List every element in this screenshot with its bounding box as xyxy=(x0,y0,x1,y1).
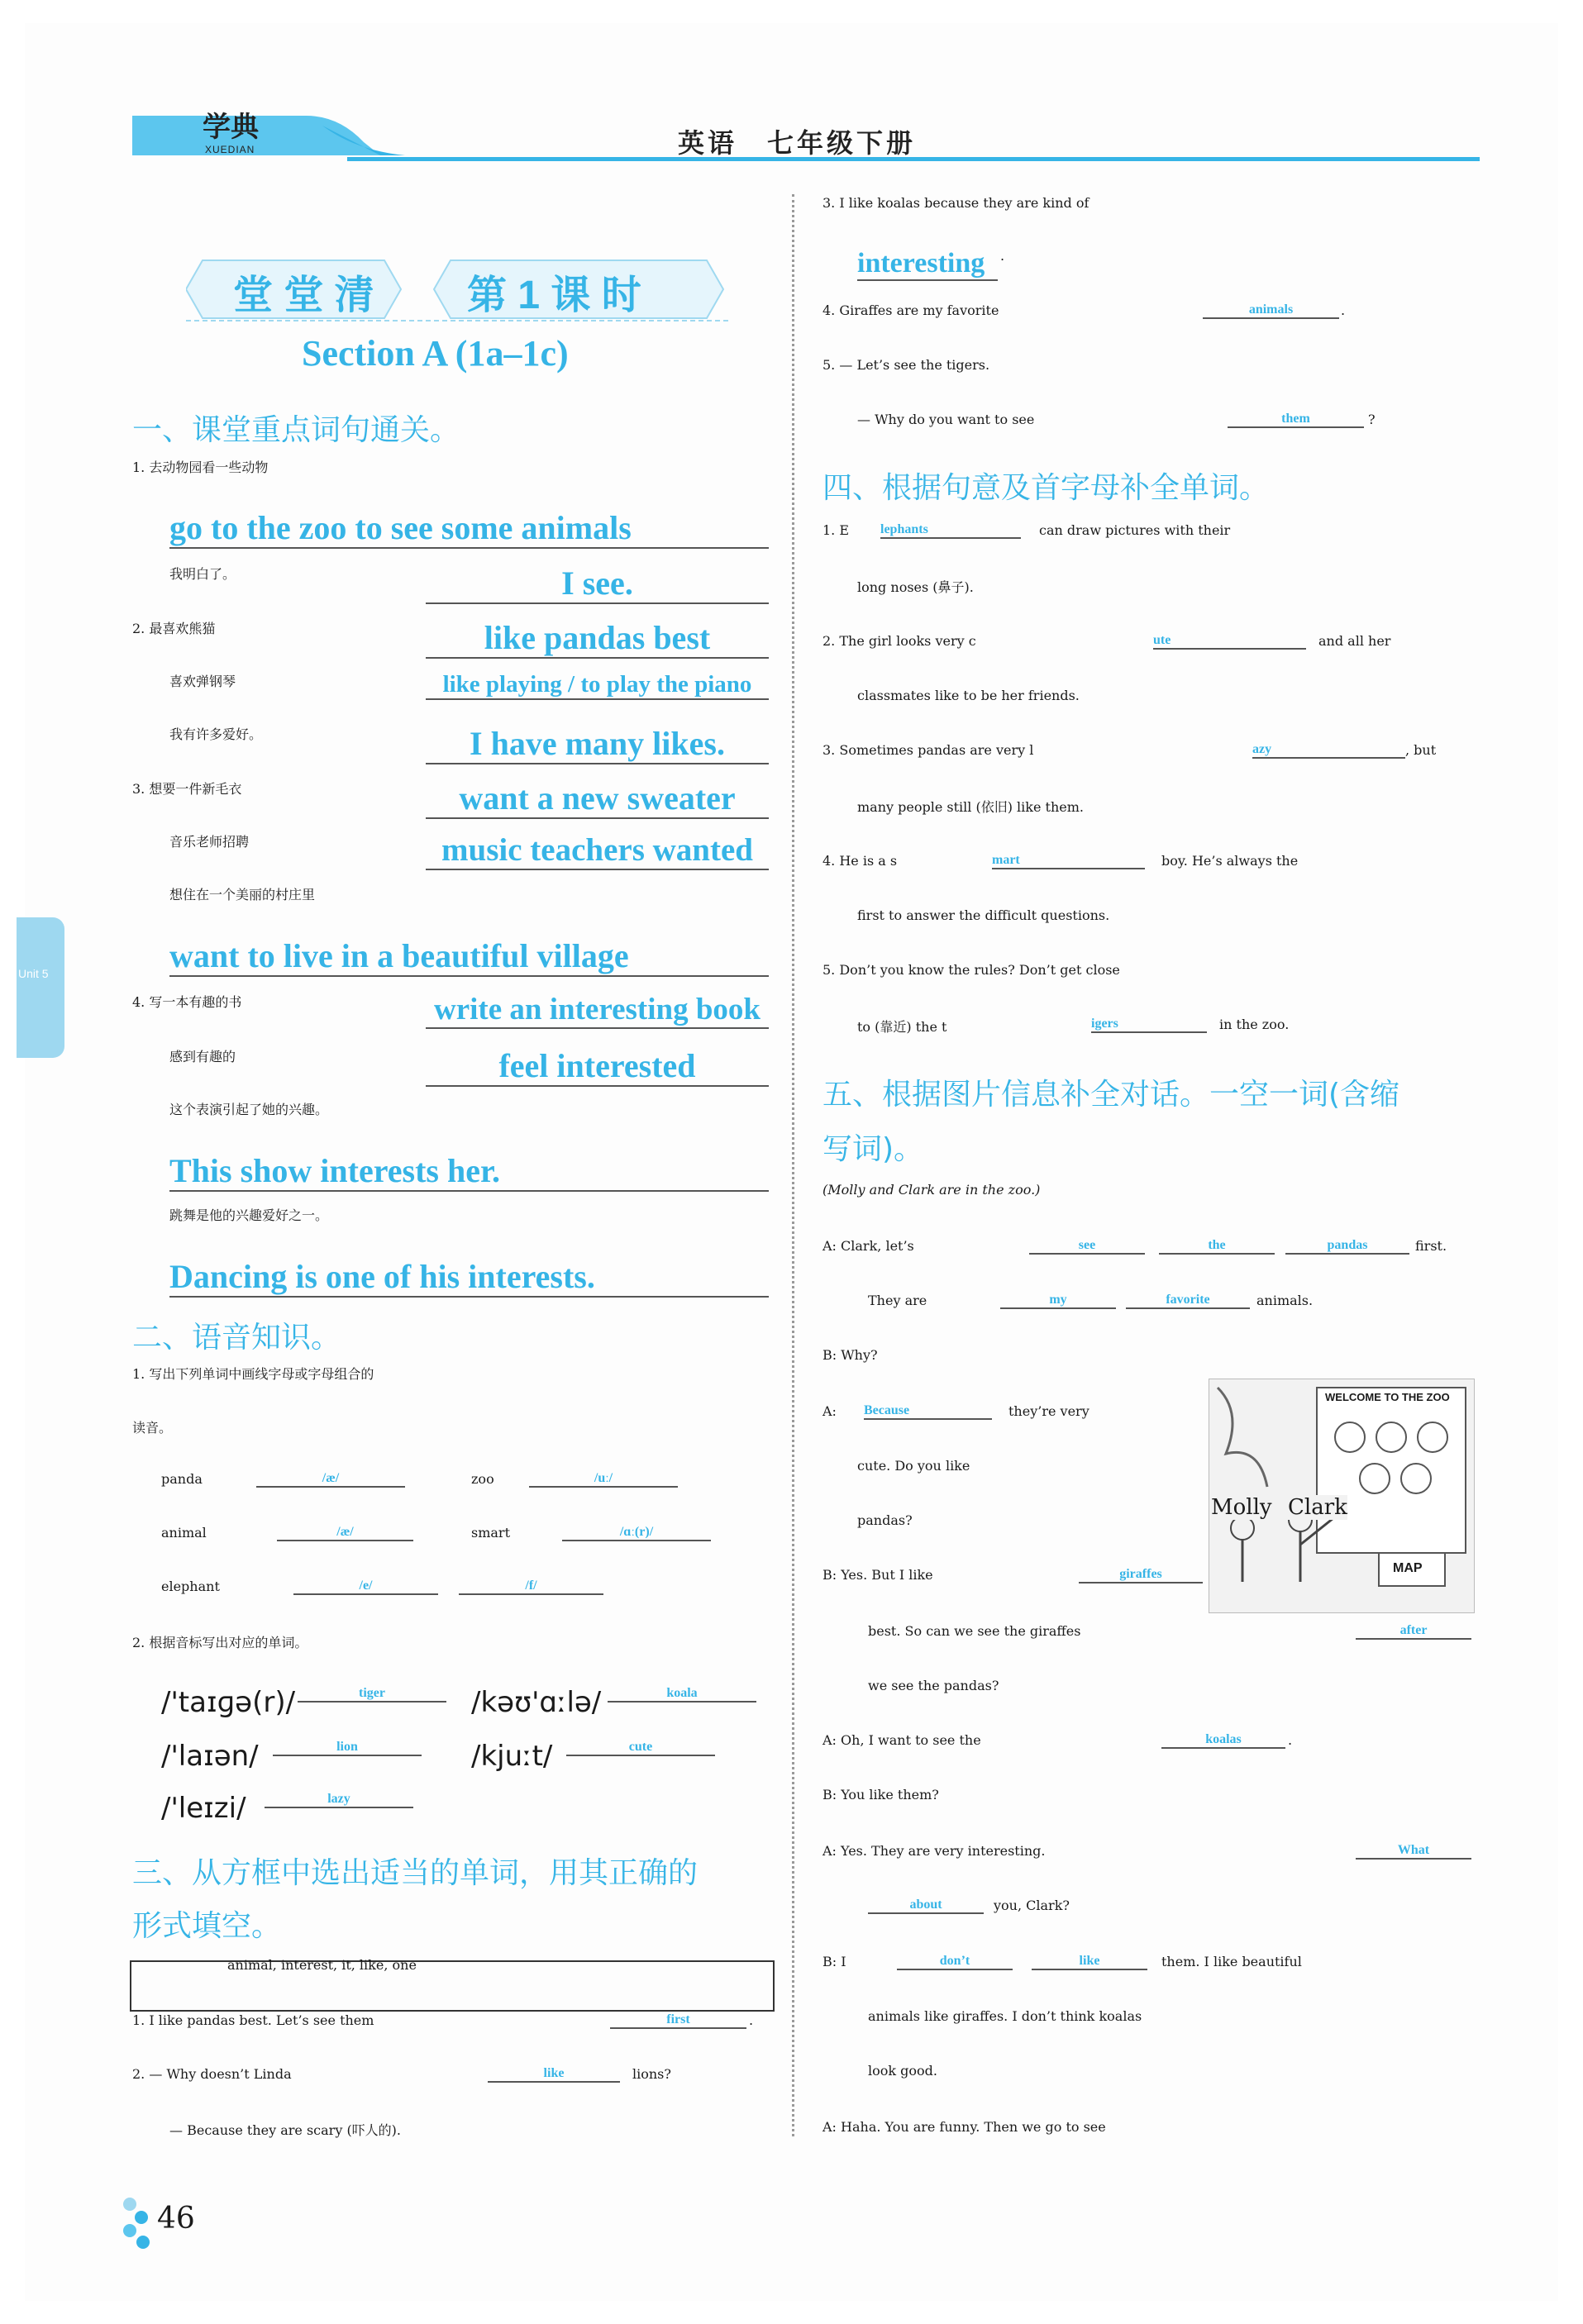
d4c: we see the pandas? xyxy=(868,1678,999,1693)
zoo-sign: WELCOME TO THE ZOO xyxy=(1325,1391,1450,1403)
d8-answer-1: don’t xyxy=(897,1954,1013,1970)
q4c: 这个表演引起了她的兴趣。 xyxy=(169,1102,329,1117)
d7b-answer: about xyxy=(868,1898,984,1914)
part5-title-2: 写词)。 xyxy=(822,1132,924,1166)
part4-title: 四、根据句意及首字母补全单词。 xyxy=(822,471,1270,505)
fill-2: 2. — Why doesn’t Linda xyxy=(132,2066,292,2082)
answer-lazy: lazy xyxy=(265,1792,413,1808)
fill-2b: — Because they are scary (吓人的). xyxy=(169,2122,402,2138)
d5-answer: koalas xyxy=(1161,1732,1285,1749)
c2-answer: ute xyxy=(1153,633,1306,650)
c1-tail: can draw pictures with their xyxy=(1039,522,1231,538)
word-animal: animal xyxy=(161,1525,207,1541)
r3-answer: interesting xyxy=(857,248,998,281)
c1-pre: 1. E xyxy=(822,522,850,538)
p1: 1. 写出下列单词中画线字母或字母组合的 xyxy=(132,1366,374,1382)
word-smart: smart xyxy=(471,1525,510,1541)
q2c-answer: I have many likes. xyxy=(426,724,769,764)
d8c: look good. xyxy=(868,2063,937,2079)
answer-lion: lion xyxy=(273,1740,422,1756)
phonetic-koala: /kəʊ'ɑːlə/ xyxy=(471,1686,602,1719)
banner-title-b: 第 1 课 时 xyxy=(467,274,641,317)
c1b: long noses (鼻子). xyxy=(857,579,974,595)
c5b-pre: to (靠近) the t xyxy=(857,1019,947,1035)
r5b-q: ? xyxy=(1368,412,1376,427)
d3c: pandas? xyxy=(857,1512,913,1528)
zoo-illustration xyxy=(1209,1379,1475,1613)
part3-title: 三、从方框中选出适当的单词，用其正确的 xyxy=(132,1856,699,1890)
q4b: 感到有趣的 xyxy=(169,1049,236,1064)
q3b-answer: music teachers wanted xyxy=(426,831,769,870)
answer-elephant-1: /e/ xyxy=(293,1579,438,1595)
banner-title-a: 堂 堂 清 xyxy=(233,274,374,317)
d4-answer: giraffes xyxy=(1079,1567,1203,1583)
q3c-answer: want to live in a beautiful village xyxy=(169,936,769,977)
c2-pre: 2. The girl looks very c xyxy=(822,633,976,649)
word-panda: panda xyxy=(161,1471,203,1487)
c1-answer: lephants xyxy=(880,522,1021,539)
d8-answer-2: like xyxy=(1032,1954,1147,1970)
q4c-answer: This show interests her. xyxy=(169,1151,769,1192)
q4b-answer: feel interested xyxy=(426,1046,769,1087)
d9: A: Haha. You are funny. Then we go to see xyxy=(822,2119,1106,2135)
part5-title: 五、根据图片信息补全对话。一空一词(含缩 xyxy=(822,1078,1400,1112)
c4-tail: boy. He’s always the xyxy=(1161,853,1299,869)
phonetic-lion: /'laɪən/ xyxy=(161,1740,259,1773)
logo-sub: XUEDIAN xyxy=(205,144,255,155)
word-box xyxy=(130,1960,775,2012)
unit-side-label: Unit 5 xyxy=(18,967,49,980)
d1-answer-3: pandas xyxy=(1285,1238,1409,1255)
d8-tail: them. I like beautiful xyxy=(1161,1954,1302,1969)
phonetic-cute: /kjuːt/ xyxy=(471,1740,553,1773)
c2b: classmates like to be her friends. xyxy=(857,688,1080,703)
q4d: 跳舞是他的兴趣爱好之一。 xyxy=(169,1207,329,1223)
q2c: 我有许多爱好。 xyxy=(169,726,263,742)
c4b: first to answer the difficult questions. xyxy=(857,907,1110,923)
d6: B: You like them? xyxy=(822,1787,939,1803)
p1b: 读音。 xyxy=(132,1420,173,1436)
logo-text: 学典 xyxy=(203,111,259,144)
part2-title: 二、语音知识。 xyxy=(132,1321,341,1355)
d3-answer: Because xyxy=(864,1403,992,1420)
q2-answer: like pandas best xyxy=(426,618,769,659)
c3-pre: 3. Sometimes pandas are very l xyxy=(822,742,1034,758)
d1b-pre: They are xyxy=(868,1293,927,1308)
d1-pre: A: Clark, let’s xyxy=(822,1238,914,1254)
answer-panda: /æ/ xyxy=(256,1471,405,1488)
d8-pre: B: I xyxy=(822,1954,846,1969)
d2: B: Why? xyxy=(822,1347,878,1363)
fill-2-answer: like xyxy=(488,2066,620,2083)
unit-side-tab xyxy=(17,917,64,1058)
r5: 5. — Let’s see the tigers. xyxy=(822,357,990,373)
word-elephant: elephant xyxy=(161,1579,220,1594)
d5-dot: . xyxy=(1288,1732,1293,1748)
d3b: cute. Do you like xyxy=(857,1458,970,1474)
p2: 2. 根据音标写出对应的单词。 xyxy=(132,1635,308,1650)
part3-title-2: 形式填空。 xyxy=(132,1909,282,1943)
d4b-answer: after xyxy=(1356,1623,1471,1640)
fill-1: 1. I like pandas best. Let’s see them xyxy=(132,2012,374,2028)
answer-zoo: /uː/ xyxy=(529,1471,678,1488)
fill-2-tail: lions? xyxy=(632,2066,671,2082)
book-subject: 英语 七年级下册 xyxy=(678,127,917,159)
r4-dot: . xyxy=(1341,302,1346,318)
answer-animal: /æ/ xyxy=(277,1525,413,1541)
q1: 1. 去动物园看一些动物 xyxy=(132,460,269,475)
part1-title: 一、课堂重点词句通关。 xyxy=(132,413,460,447)
d5-pre: A: Oh, I want to see the xyxy=(822,1732,981,1748)
d7b-tail: you, Clark? xyxy=(994,1898,1070,1913)
r5b-answer: them xyxy=(1228,412,1364,428)
d1-answer-2: the xyxy=(1159,1238,1275,1255)
c3b: many people still (依旧) like them. xyxy=(857,799,1084,815)
answer-tiger: tiger xyxy=(298,1686,446,1703)
q3: 3. 想要一件新毛衣 xyxy=(132,781,242,797)
word-box-words: animal, interest, it, like, one xyxy=(227,1957,417,1973)
q1b-answer: I see. xyxy=(426,564,769,604)
r3-dot: . xyxy=(1000,248,1005,264)
d3-pre: A: xyxy=(822,1403,837,1419)
d8b: animals like giraffes. I don’t think koalas xyxy=(868,2008,1142,2024)
page-number: 46 xyxy=(157,2202,195,2236)
c4-pre: 4. He is a s xyxy=(822,853,898,869)
q4: 4. 写一本有趣的书 xyxy=(132,994,242,1010)
d4-pre: B: Yes. But I like xyxy=(822,1567,933,1583)
c5b-answer: igers xyxy=(1091,1017,1207,1033)
c5: 5. Don’t you know the rules? Don’t get close xyxy=(822,962,1120,978)
d1b-answer-1: my xyxy=(1000,1293,1116,1309)
d1b-tail: animals. xyxy=(1256,1293,1314,1308)
q2b-answer: like playing / to play the piano xyxy=(426,671,769,700)
d7-pre: A: Yes. They are very interesting. xyxy=(822,1843,1046,1859)
q4-answer: write an interesting book xyxy=(426,992,769,1029)
column-divider xyxy=(792,194,794,2136)
section-title: Section A (1a–1c) xyxy=(302,333,569,374)
molly-label: Molly xyxy=(1211,1495,1272,1520)
d4b-pre: best. So can we see the giraffes xyxy=(868,1623,1081,1639)
phonetic-lazy: /'leɪzi/ xyxy=(161,1792,246,1825)
dialog-context: (Molly and Clark are in the zoo.) xyxy=(822,1182,1041,1198)
phonetic-tiger: /'taɪɡə(r)/ xyxy=(161,1686,296,1719)
answer-koala: koala xyxy=(608,1686,756,1703)
fill-1-dot: . xyxy=(749,2012,754,2028)
r4: 4. Giraffes are my favorite xyxy=(822,302,999,318)
q1-answer: go to the zoo to see some animals xyxy=(169,508,769,549)
d1-answer-1: see xyxy=(1029,1238,1145,1255)
q1b: 我明白了。 xyxy=(169,566,236,582)
logo xyxy=(132,109,380,167)
clark-label: Clark xyxy=(1288,1495,1347,1520)
d7-answer: What xyxy=(1356,1843,1471,1860)
q3-answer: want a new sweater xyxy=(426,779,769,819)
answer-elephant-2: /f/ xyxy=(459,1579,603,1595)
c2-tail: and all her xyxy=(1318,633,1391,649)
d1b-answer-2: favorite xyxy=(1126,1293,1250,1309)
answer-smart: /ɑː(r)/ xyxy=(562,1525,711,1541)
fill-1-answer: first xyxy=(610,2012,746,2029)
q2: 2. 最喜欢熊猫 xyxy=(132,621,216,636)
c3-answer: azy xyxy=(1252,742,1405,759)
q2b: 喜欢弹钢琴 xyxy=(169,674,236,689)
q3b: 音乐老师招聘 xyxy=(169,834,250,850)
word-zoo: zoo xyxy=(471,1471,494,1487)
r4-answer: animals xyxy=(1203,302,1339,319)
r5b: — Why do you want to see xyxy=(857,412,1035,427)
c5b-tail: in the zoo. xyxy=(1219,1017,1290,1032)
r3: 3. I like koalas because they are kind of xyxy=(822,195,1090,211)
page-number-dots xyxy=(120,2194,153,2252)
d3-tail: they’re very xyxy=(1008,1403,1090,1419)
q4d-answer: Dancing is one of his interests. xyxy=(169,1257,769,1298)
c4-answer: mart xyxy=(992,853,1145,869)
answer-cute: cute xyxy=(566,1740,715,1756)
map-label: MAP xyxy=(1393,1561,1423,1575)
c3-tail: , but xyxy=(1405,742,1437,758)
q3c: 想住在一个美丽的村庄里 xyxy=(169,887,316,902)
d1-tail: first. xyxy=(1415,1238,1447,1254)
